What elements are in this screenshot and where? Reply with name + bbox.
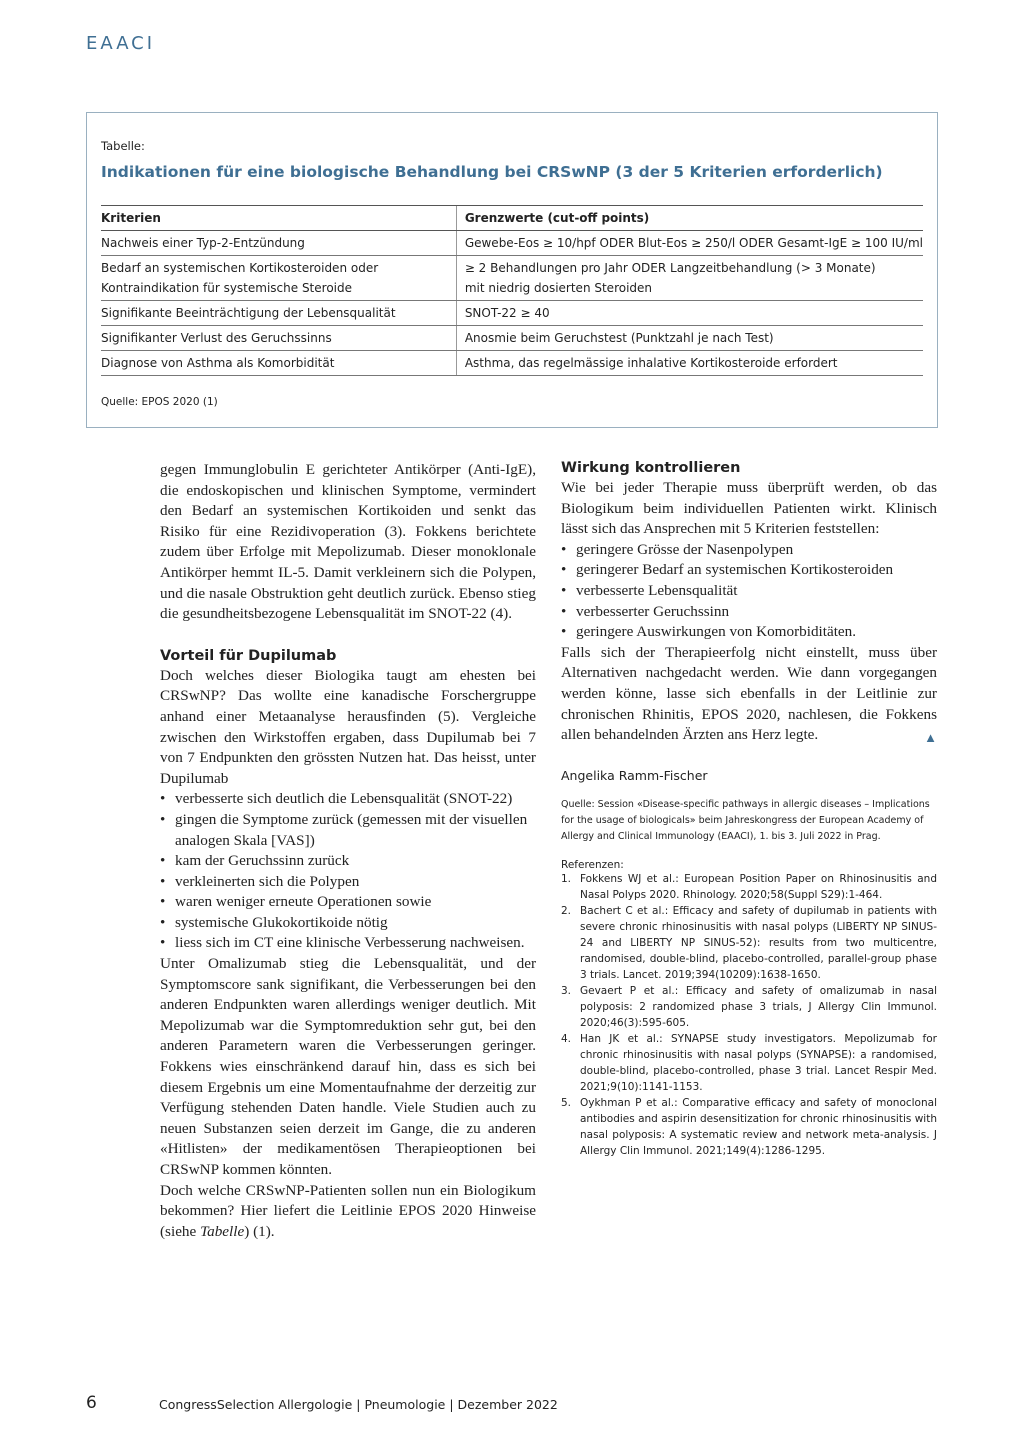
criteria-cell	[101, 256, 456, 301]
bullet-text: geringere Grösse der Nasenpolypen	[576, 540, 794, 558]
bullet-icon: •	[160, 810, 166, 828]
bullet-icon: •	[561, 581, 567, 599]
bullet-text: kam der Geruchssinn zurück	[175, 852, 350, 870]
table-header-row	[101, 206, 923, 231]
bullet-text: gingen die Symptome zurück (gemessen mit der visuellen analogen Skala [VAS])	[175, 810, 528, 849]
bullet-text: verkleinerten sich die Polypen	[175, 872, 360, 890]
cell-line: Signifikante Beeinträchtigung der Lebensqualität	[101, 306, 396, 320]
text-span: Falls sich der Therapieerfolg nicht einstellt, muss über Alternativen nachgedacht werden. Wie dann vorgegangen werden könne, lasse sich ebenfalls in der Leitlinie zur chronischen Rhinitis, EPOS 2020, nachlesen, die Fokkens allen behandelnden Ärzten ans Herz legte.	[561, 643, 937, 744]
reference-number: 3.	[561, 984, 572, 997]
section-heading: Vorteil für Dupilumab	[160, 647, 337, 664]
criteria-table-box	[86, 112, 938, 428]
criteria-cell	[101, 326, 456, 351]
paragraph	[160, 1181, 536, 1243]
bullet-icon: •	[561, 623, 567, 641]
reference-text: Han JK et al.: SYNAPSE study investigators. Mepolizumab for chronic rhinosinusitis with nasal polyps (SYNAPSE): a randomised, double-blind, placebo-controlled, phase 3 trial. Lancet Respir Med. 2021;9(10):1141-1153.	[580, 1032, 937, 1093]
bullet-item	[160, 851, 536, 872]
bullet-icon: •	[160, 872, 166, 890]
cutoff-cell	[456, 231, 923, 256]
text-span: ) (1).	[244, 1222, 275, 1240]
bullet-item	[160, 789, 536, 810]
criteria-cell	[101, 231, 456, 256]
table-reference: Tabelle	[200, 1222, 245, 1240]
bullet-icon: •	[561, 561, 567, 579]
table-row	[101, 326, 923, 351]
cutoff-cell	[456, 301, 923, 326]
cell-line: ≥ 2 Behandlungen pro Jahr ODER Langzeitbehandlung (> 3 Monate)	[464, 261, 876, 275]
bullet-item	[160, 872, 536, 893]
session-source: Quelle: Session «Disease-specific pathways in allergic diseases – Implications for the usage of biologicals» beim Jahreskongress der European Academy of Allergy and Clinical Immunology (EAACI), 1. bis 3. Juli 2022 in Prag.	[561, 798, 930, 842]
reference-number: 4.	[561, 1032, 572, 1045]
footer-text: CongressSelection Allergologie | Pneumologie | Dezember 2022	[159, 1397, 558, 1412]
cutoff-cell	[456, 256, 923, 301]
bullet-icon: •	[160, 913, 166, 931]
reference-number: 2.	[561, 904, 572, 917]
reference-item	[561, 903, 937, 983]
bullet-item	[561, 540, 937, 561]
bullet-item	[561, 581, 937, 602]
author: Angelika Ramm-Fischer	[561, 767, 708, 783]
references-list	[561, 871, 937, 1159]
bullet-item	[561, 602, 937, 623]
text-span: Doch welche CRSwNP-Patienten sollen nun ein Biologikum bekommen? Hier liefert die Leitlinie EPOS 2020 Hinweise (siehe	[160, 1181, 536, 1240]
bullet-text: liess sich im CT eine klinische Verbesserung nachweisen.	[175, 934, 525, 952]
section-heading: Wirkung kontrollieren	[561, 460, 741, 476]
cell-line: mit niedrig dosierten Steroiden	[464, 281, 653, 295]
paragraph	[561, 643, 937, 746]
header-label: EAACI	[86, 33, 156, 54]
reference-text: Oykhman P et al.: Comparative efficacy and safety of monoclonal antibodies and aspirin desensitization for chronic rhinosinusitis with nasal polyposis: A systematic review and network meta-analysis. J Allergy Clin Immunol. 2021;149(4):1286-1295.	[580, 1096, 937, 1157]
right-column	[561, 458, 937, 1159]
cell-line: Bedarf an systemischen Kortikosteroiden oder	[101, 261, 379, 275]
bullet-item	[561, 622, 937, 643]
cell-line: Asthma, das regelmässige inhalative Kortikosteroide erfordert	[464, 356, 838, 370]
bullet-icon: •	[561, 540, 567, 558]
table-title: Indikationen für eine biologische Behandlung bei CRSwNP (3 der 5 Kriterien erforderlich)	[101, 163, 883, 181]
page-number: 6	[86, 1393, 97, 1413]
bullet-text: verbesserte sich deutlich die Lebensqualität (SNOT-22)	[175, 790, 513, 808]
table-row	[101, 231, 923, 256]
end-triangle-icon: ▲	[924, 730, 937, 746]
reference-item	[561, 983, 937, 1031]
reference-item	[561, 1031, 937, 1095]
cell-line: Diagnose von Asthma als Komorbidität	[101, 356, 335, 370]
bullet-list	[561, 540, 937, 643]
bullet-text: verbesserter Geruchssinn	[576, 602, 730, 620]
bullet-icon: •	[160, 934, 166, 952]
cutoff-cell	[456, 351, 923, 376]
reference-text: Fokkens WJ et al.: European Position Paper on Rhinosinusitis and Nasal Polyps 2020. Rhinology. 2020;58(Suppl S29):1-464.	[580, 872, 937, 901]
criteria-table	[101, 205, 923, 376]
paragraph: gegen Immunglobulin E gerichteter Antikörper (Anti-IgE), die endoskopischen und klinischen Symptome, vermindert den Bedarf an systemischen Kortikoiden und senkt das Risiko für eine Rezidivoperation (3). Fokkens berichtete zudem über Erfolge mit Mepolizumab. Dieser monoklonale Antikörper hemmt IL-5. Damit verkleinern sich die Polypen, und die nasale Obstruktion geht deutlich zurück. Ebenso stieg die gesundheitsbezogene Lebensqualität im SNOT-22 (4).	[160, 461, 536, 623]
table-source: Quelle: EPOS 2020 (1)	[101, 396, 218, 408]
bullet-item	[160, 933, 536, 954]
table-row	[101, 301, 923, 326]
references-title: Referenzen:	[561, 858, 624, 871]
paragraph: Unter Omalizumab stieg die Lebensqualität, und der Symptomscore sank signifikant, die Verbesserungen bei den anderen Endpunkten waren allerdings weniger deutlich. Mit Mepolizumab war die Symptomreduktion sehr gut, bei den anderen Parametern waren die Verbesserungen geringer. Fokkens wies einschränkend darauf hin, dass es sich bei diesem Ergebnis um eine Momentaufnahme der derzeitig zur Verfügung stehenden Daten handle. Viele Studien auch zu neuen Substanzen seien derzeit im Gange, die zu anderen «Hitlisten» der medikamentösen Therapieoptionen bei CRSwNP kommen könnten.	[160, 955, 536, 1178]
bullet-item	[561, 560, 937, 581]
cell-line: Anosmie beim Geruchstest (Punktzahl je nach Test)	[464, 331, 774, 345]
bullet-list	[160, 789, 536, 954]
reference-text: Bachert C et al.: Efficacy and safety of dupilumab in patients with severe chronic rhinosinusitis with nasal polyps (LIBERTY NP SINUS-24 and LIBERTY NP SINUS-52): results from two multicentre, randomised, double-blind, placebo-controlled, parallel-group phase 3 trials. Lancet. 2019;394(10209):1638-1650.	[580, 904, 937, 981]
bullet-icon: •	[160, 790, 166, 808]
bullet-item	[160, 810, 536, 851]
column-header-cutoff: Grenzwerte (cut-off points)	[456, 206, 923, 231]
bullet-item	[160, 892, 536, 913]
paragraph: Doch welches dieser Biologika taugt am ehesten bei CRSwNP? Das wollte eine kanadische Forschergruppe anhand einer Metaanalyse herausfinden (5). Vergleiche zwischen den Wirkstoffen ergaben, dass Dupilumab bei 7 von 7 Endpunkten den grössten Nutzen hat. Das heisst, unter Dupilumab	[160, 666, 536, 787]
bullet-text: verbesserte Lebensqualität	[576, 581, 738, 599]
left-column	[160, 460, 536, 1242]
column-header-criteria: Kriterien	[101, 206, 456, 231]
table-row	[101, 256, 923, 301]
bullet-text: systemische Glukokortikoide nötig	[175, 913, 388, 931]
bullet-text: geringerer Bedarf an systemischen Kortikosteroiden	[576, 561, 894, 579]
cell-line: Nachweis einer Typ-2-Entzündung	[101, 236, 305, 250]
reference-number: 5.	[561, 1096, 572, 1109]
bullet-icon: •	[160, 852, 166, 870]
bullet-icon: •	[160, 893, 166, 911]
reference-text: Gevaert P et al.: Efficacy and safety of omalizumab in nasal polyposis: 2 randomized phase 3 trials, J Allergy Clin Immunol. 2020;46(3):595-605.	[580, 984, 937, 1029]
reference-number: 1.	[561, 872, 572, 885]
cell-line: SNOT-22 ≥ 40	[464, 306, 550, 320]
table-caption: Tabelle:	[101, 139, 145, 153]
cell-line: Gewebe-Eos ≥ 10/hpf ODER Blut-Eos ≥ 250/l ODER Gesamt-IgE ≥ 100 IU/ml	[464, 236, 923, 250]
cell-line: Kontraindikation für systemische Steroide	[101, 281, 352, 295]
reference-item	[561, 1095, 937, 1159]
table-row	[101, 351, 923, 376]
bullet-icon: •	[561, 602, 567, 620]
paragraph: Wie bei jeder Therapie muss überprüft werden, ob das Biologikum beim individuellen Patienten wirkt. Klinisch lässt sich das Ansprechen mit 5 Kriterien feststellen:	[561, 479, 937, 538]
cutoff-cell	[456, 326, 923, 351]
bullet-item	[160, 913, 536, 934]
bullet-text: geringere Auswirkungen von Komorbiditäten.	[576, 623, 857, 641]
bullet-text: waren weniger erneute Operationen sowie	[175, 893, 432, 911]
criteria-cell	[101, 351, 456, 376]
reference-item	[561, 871, 937, 903]
criteria-cell	[101, 301, 456, 326]
cell-line: Signifikanter Verlust des Geruchssinns	[101, 331, 332, 345]
